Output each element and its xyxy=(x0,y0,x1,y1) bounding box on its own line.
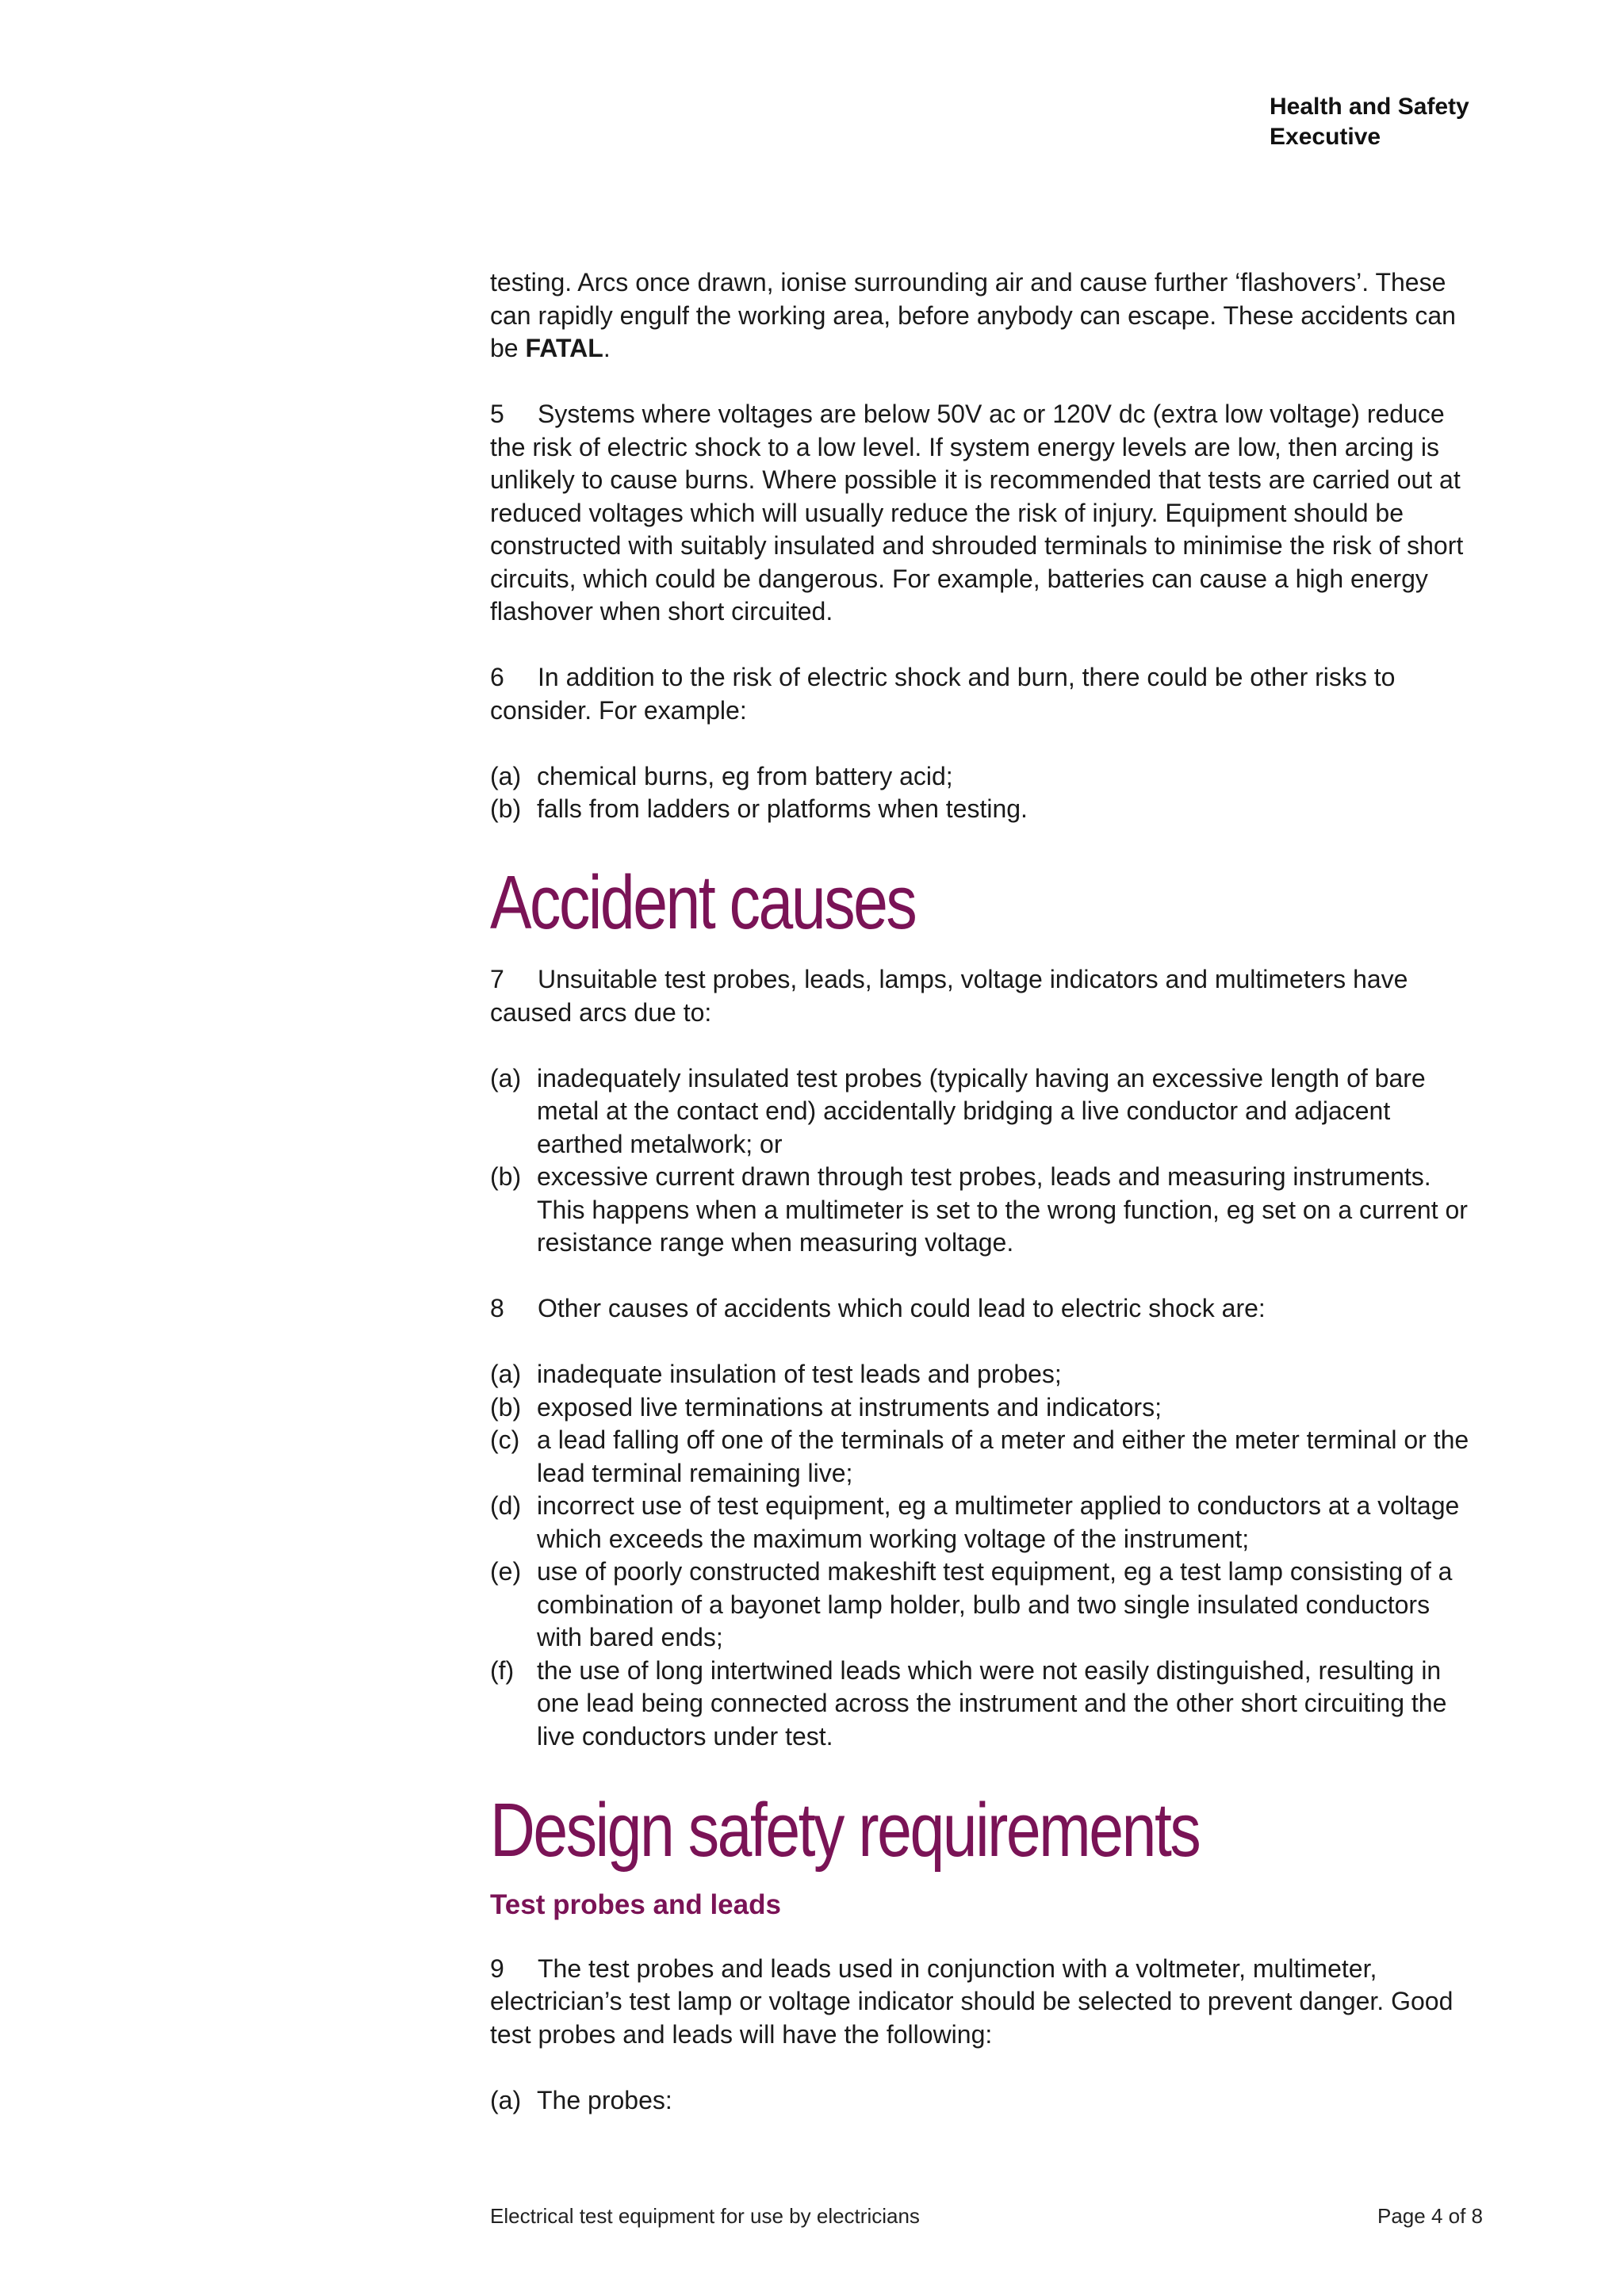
list-item-text: excessive current drawn through test probes, leads and measuring instruments. This happens when a multimeter is set to the wrong function, eg set on a current or resistance range when measuring voltage. xyxy=(537,1162,1468,1257)
paragraph-text: The test probes and leads used in conjunction with a voltmeter, multimeter, electrician’s test lamp or voltage indicator should be selected to prevent danger. Good test probes and leads will have the following: xyxy=(490,1954,1454,2049)
list-item-label: (c) xyxy=(490,1425,520,1454)
list-item-text: The probes: xyxy=(537,2085,672,2114)
list-item xyxy=(490,1490,1481,1556)
list-item-label: (a) xyxy=(490,761,522,790)
list-item-text: inadequate insulation of test leads and probes; xyxy=(537,1360,1062,1388)
intro-bold-word: FATAL xyxy=(525,334,603,362)
paragraph-number: 7 xyxy=(490,965,504,993)
paragraph-7 xyxy=(490,963,1481,1029)
list-item xyxy=(490,1424,1481,1490)
paragraph-number: 5 xyxy=(490,400,504,428)
intro-paragraph xyxy=(490,266,1481,365)
list-item-label: (b) xyxy=(490,1392,522,1422)
list-item xyxy=(490,1161,1481,1260)
paragraph-number: 9 xyxy=(490,1954,504,1983)
subsection-heading-test-probes: Test probes and leads xyxy=(490,1888,781,1920)
list-item-text: use of poorly constructed makeshift test equipment, eg a test lamp consisting of a combination of a bayonet lamp holder, bulb and two single insulated conductors with bared ends; xyxy=(537,1557,1453,1651)
paragraph-number: 6 xyxy=(490,663,504,691)
list-item xyxy=(490,1358,1481,1391)
paragraph-text: Unsuitable test probes, leads, lamps, voltage indicators and multimeters have caused arcs due to: xyxy=(490,965,1408,1027)
list-item-label: (e) xyxy=(490,1557,522,1586)
list-item-text: inadequately insulated test probes (typically having an excessive length of bare metal at the contact end) accidentally bridging a live conductor and adjacent earthed metalwork; or xyxy=(537,1063,1426,1158)
intro-text: testing. Arcs once drawn, ionise surrounding air and cause further ‘flashovers’. These can rapidly engulf the working area, before anybody can escape. These accidents can be xyxy=(490,268,1456,362)
list-item-label: (a) xyxy=(490,1063,522,1093)
organisation-name-line2: Executive xyxy=(1270,124,1381,150)
paragraph-5 xyxy=(490,398,1481,629)
list-item xyxy=(490,1655,1481,1754)
list-item-label: (a) xyxy=(490,2085,522,2114)
list-item-label: (b) xyxy=(490,794,522,823)
list-item-text: the use of long intertwined leads which were not easily distinguished, resulting in one lead being connected across the instrument and the other short circuiting the live conductors under test. xyxy=(537,1655,1447,1751)
intro-end: . xyxy=(603,334,611,362)
list-paragraph-9 xyxy=(490,2084,1481,2118)
paragraph-text: Other causes of accidents which could lead to electric shock are: xyxy=(538,1294,1266,1322)
paragraph-6 xyxy=(490,661,1481,727)
list-item-text: falls from ladders or platforms when testing. xyxy=(537,794,1028,823)
paragraph-9 xyxy=(490,1953,1481,2052)
list-item-text: exposed live terminations at instruments and indicators; xyxy=(537,1392,1162,1422)
list-paragraph-8 xyxy=(490,1358,1481,1753)
footer-document-title: Electrical test equipment for use by electricians xyxy=(490,2204,920,2228)
paragraph-text: Systems where voltages are below 50V ac or 120V dc (extra low voltage) reduce the risk of electric shock to a low level. If system energy levels are low, then arcing is unlikely to cause burns. Where possible it is recommended that tests are carried out at reduced voltages which will usually reduce the risk of injury. Equipment should be constructed with suitably insulated and shrouded terminals to minimise the risk of short circuits, which could be dangerous. For example, batteries can cause a high energy flashover when short circuited. xyxy=(490,400,1464,626)
page-content xyxy=(490,266,1481,2150)
list-item-label: (d) xyxy=(490,1491,522,1520)
list-item-label: (a) xyxy=(490,1360,522,1388)
list-paragraph-6 xyxy=(490,760,1481,826)
list-item xyxy=(490,1062,1481,1161)
list-paragraph-7 xyxy=(490,1062,1481,1260)
section-heading-accident-causes: Accident causes xyxy=(490,860,916,945)
list-item xyxy=(490,1556,1481,1655)
paragraph-number: 8 xyxy=(490,1294,504,1322)
list-item-text: chemical burns, eg from battery acid; xyxy=(537,761,953,790)
list-item-label: (b) xyxy=(490,1162,522,1191)
list-item xyxy=(490,1391,1481,1425)
list-item-text: a lead falling off one of the terminals of a meter and either the meter terminal or the lead terminal remaining live; xyxy=(537,1425,1469,1487)
organisation-name-line1: Health and Safety xyxy=(1270,94,1469,120)
list-item xyxy=(490,793,1481,826)
list-item-text: incorrect use of test equipment, eg a multimeter applied to conductors at a voltage which exceeds the maximum working voltage of the instrument; xyxy=(537,1491,1460,1553)
paragraph-text: In addition to the risk of electric shock and burn, there could be other risks to consider. For example: xyxy=(490,663,1396,725)
footer-page-number: Page 4 of 8 xyxy=(1377,2204,1483,2228)
list-item xyxy=(490,2084,1481,2118)
organisation-header xyxy=(1270,92,1469,152)
section-heading-design-safety: Design safety requirements xyxy=(490,1787,1200,1873)
paragraph-8 xyxy=(490,1292,1481,1326)
list-item-label: (f) xyxy=(490,1655,515,1685)
list-item xyxy=(490,760,1481,794)
